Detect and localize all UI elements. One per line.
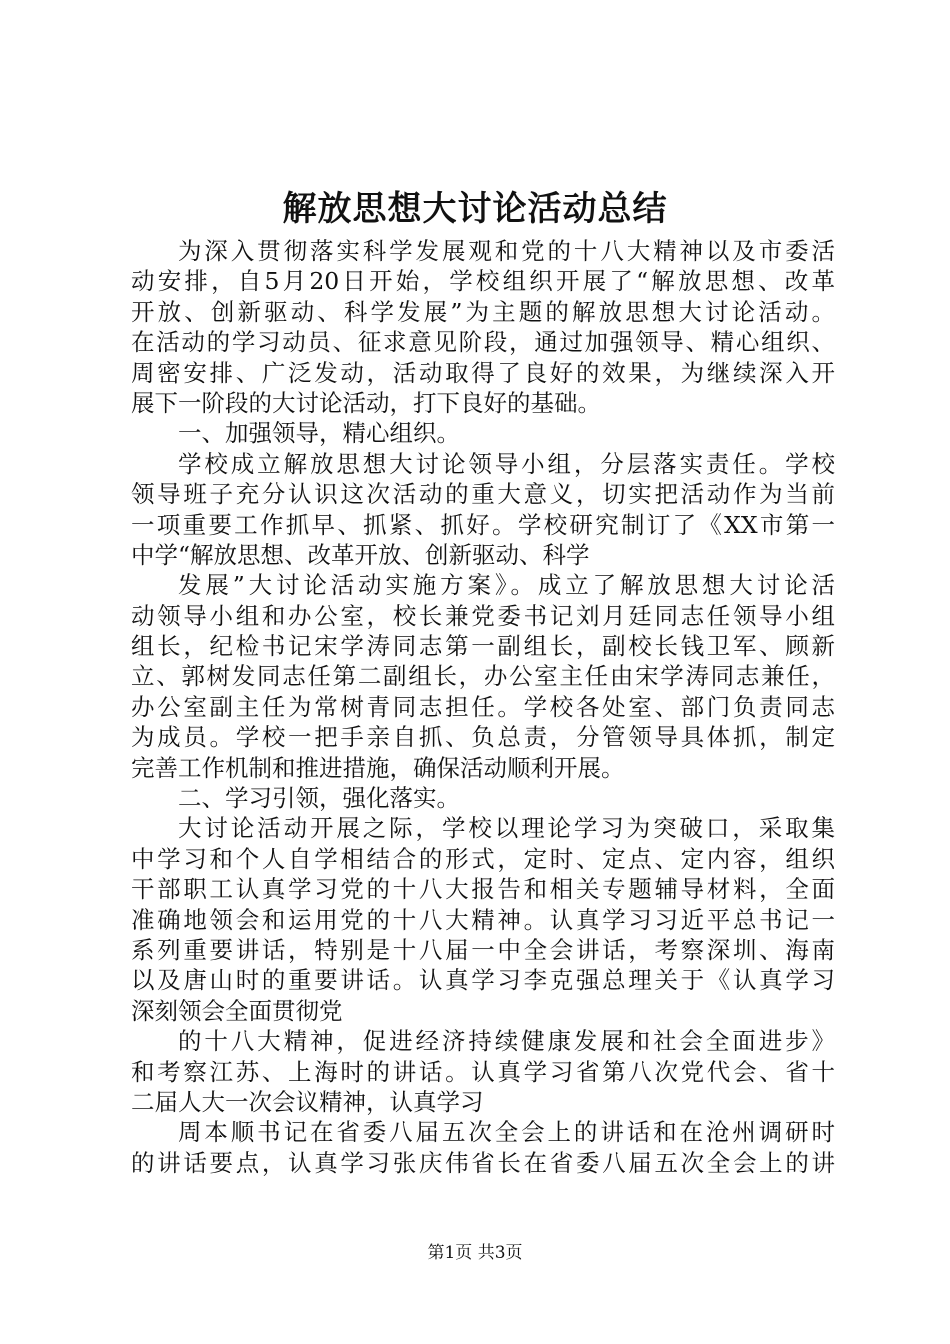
body-line: 二届人大一次会议精神，认真学习 (131, 1087, 484, 1116)
body-line: 为深入贯彻落实科学发展观和党的十八大精神以及市委活 (178, 237, 835, 265)
body-line: 的讲话要点，认真学习张庆伟省长在省委八届五次全会上的讲 (131, 1148, 835, 1177)
document-body (131, 236, 835, 1178)
body-line: 学校成立解放思想大讨论领导小组，分层落实责任。学校 (178, 449, 835, 478)
body-line: 大讨论活动开展之际，学校以理论学习为突破口，采取集 (178, 814, 835, 843)
body-line: 二、学习引领，强化落实。 (178, 784, 460, 813)
body-line: 动安排，自5月20日开始，学校组织开展了“解放思想、改革 (131, 267, 835, 296)
body-line: 中学“解放思想、改革开放、创新驱动、科学 (131, 540, 590, 569)
body-line: 周密安排、广泛发动，活动取得了良好的效果，为继续深入开 (131, 358, 835, 387)
body-line: 干部职工认真学习党的十八大报告和相关专题辅导材料，全面 (131, 875, 835, 904)
body-line: 中学习和个人自学相结合的形式，定时、定点、定内容，组织 (131, 844, 835, 873)
body-line: 发展”大讨论活动实施方案》。成立了解放思想大讨论活 (178, 571, 835, 600)
body-line: 在活动的学习动员、征求意见阶段，通过加强领导、精心组织、 (131, 328, 835, 357)
body-line: 立、郭树发同志任第二副组长，办公室主任由宋学涛同志兼任， (131, 662, 835, 691)
body-line: 完善工作机制和推进措施，确保活动顺利开展。 (131, 753, 625, 782)
body-line: 领导班子充分认识这次活动的重大意义，切实把活动作为当前 (131, 480, 835, 509)
page-footer: 第1页 共3页 (427, 1243, 523, 1263)
document-title: 解放思想大讨论活动总结 (282, 189, 668, 229)
body-line: 准确地领会和运用党的十八大精神。认真学习习近平总书记一 (131, 905, 835, 934)
body-line: 和考察江苏、上海时的讲话。认真学习省第八次党代会、省十 (131, 1057, 835, 1086)
body-line: 系列重要讲话，特别是十八届一中全会讲话，考察深圳、海南 (131, 935, 835, 964)
body-line: 深刻领会全面贯彻党 (131, 996, 343, 1025)
body-line: 组长，纪检书记宋学涛同志第一副组长，副校长钱卫军、顾新 (131, 632, 835, 661)
body-line: 办公室副主任为常树青同志担任。学校各处室、部门负责同志 (131, 692, 835, 721)
body-line: 动领导小组和办公室，校长兼党委书记刘月廷同志任领导小组 (131, 601, 835, 630)
body-line: 展下一阶段的大讨论活动，打下良好的基础。 (131, 388, 601, 417)
body-line: 为成员。学校一把手亲自抓、负总责，分管领导具体抓，制定 (131, 723, 835, 752)
body-line: 以及唐山时的重要讲话。认真学习李克强总理关于《认真学习 (131, 966, 835, 995)
body-line: 开放、创新驱动、科学发展”为主题的解放思想大讨论活动。 (131, 297, 835, 326)
body-line: 一项重要工作抓早、抓紧、抓好。学校研究制订了《XX市第一 (131, 510, 835, 539)
body-line: 的十八大精神，促进经济持续健康发展和社会全面进步》 (178, 1027, 835, 1056)
body-line: 周本顺书记在省委八届五次全会上的讲话和在沧州调研时 (178, 1118, 835, 1147)
body-line: 一、加强领导，精心组织。 (178, 419, 460, 448)
